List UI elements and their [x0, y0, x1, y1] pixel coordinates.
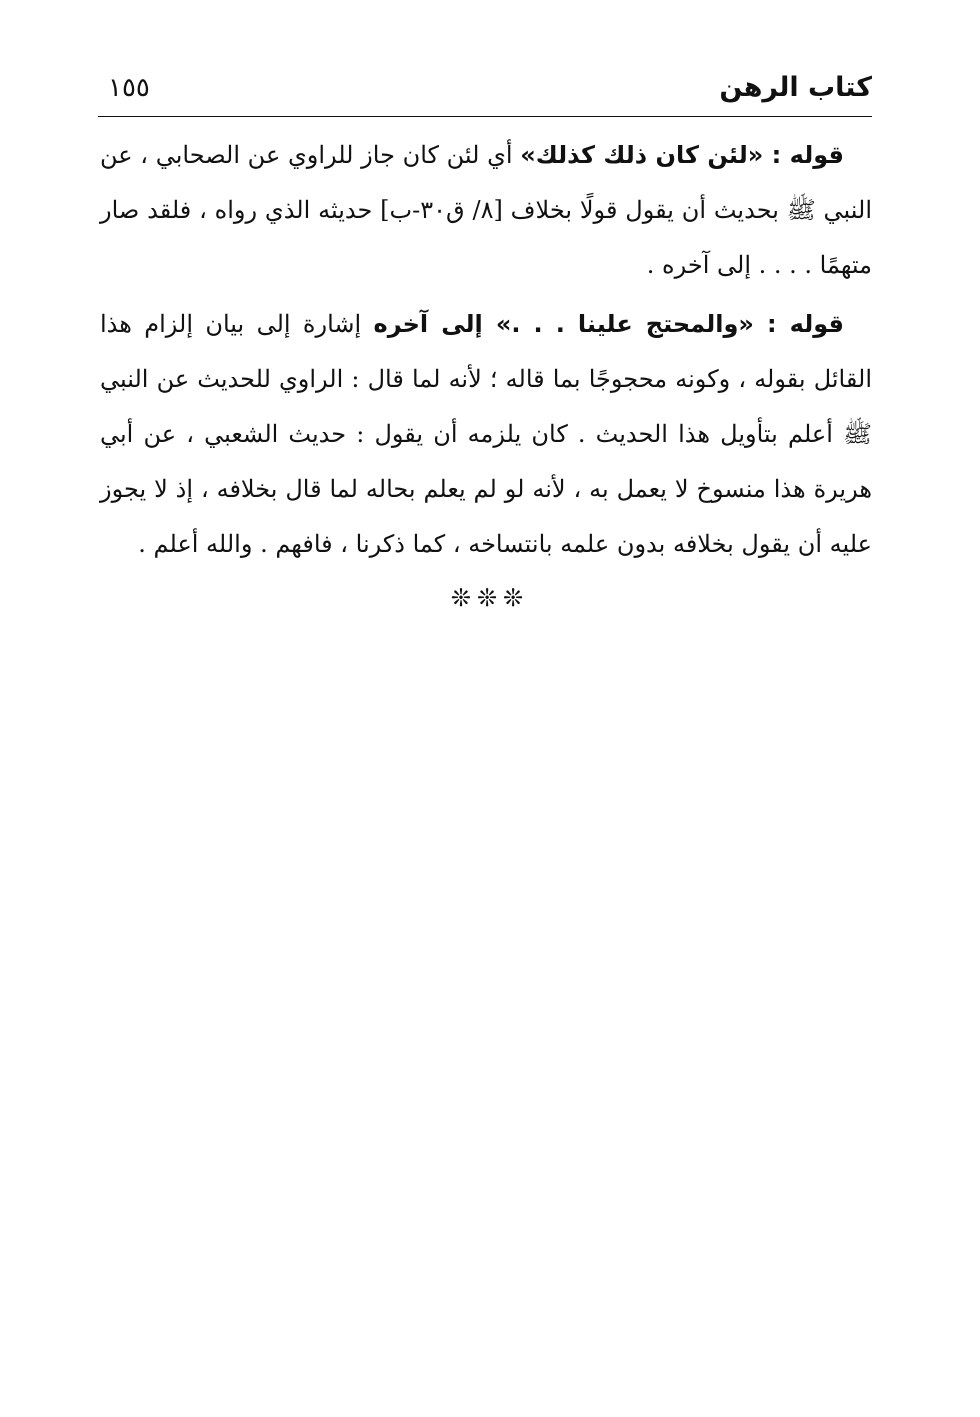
running-title: كتاب الرهن [719, 72, 872, 103]
paragraph-2-lead: قوله : «والمحتج علينا . . .» إلى آخره [373, 310, 845, 338]
page-number: ١٥٥ [108, 73, 150, 103]
paragraph-1-lead: قوله : «لئن كان ذلك كذلك» [520, 141, 844, 169]
section-divider: ❊❊❊ [450, 584, 530, 612]
header-rule [98, 116, 872, 117]
body-text [100, 128, 872, 576]
paragraph-1-text: أي لئن كان جاز للراوي عن الصحابي ، عن النبي ﷺ بحديث أن يقول قولًا بخلاف [٨/ ق٣٠-ب] حديثه الذي رواه ، فلقد صار متهمًا . . . . إلى آخره . [100, 141, 873, 279]
paragraph-1 [100, 128, 872, 293]
paragraph-2 [100, 297, 872, 572]
paragraph-2-text: إشارة إلى بيان إلزام هذا القائل بقوله ، وكونه محجوجًا بما قاله ؛ لأنه لما قال : الراوي للحديث عن النبي ﷺ أعلم بتأويل هذا الحديث . كان يلزمه أن يقول : حديث الشعبي ، عن أبي هريرة هذا منسوخ لا يعمل به ، لأنه لو لم يعلم بحاله لما قال بخلافه ، إذ لا يجوز عليه أن يقول بخلافه بدون علمه بانتساخه ، كما ذكرنا ، فافهم . والله أعلم . [100, 310, 872, 558]
page-header [98, 62, 872, 112]
